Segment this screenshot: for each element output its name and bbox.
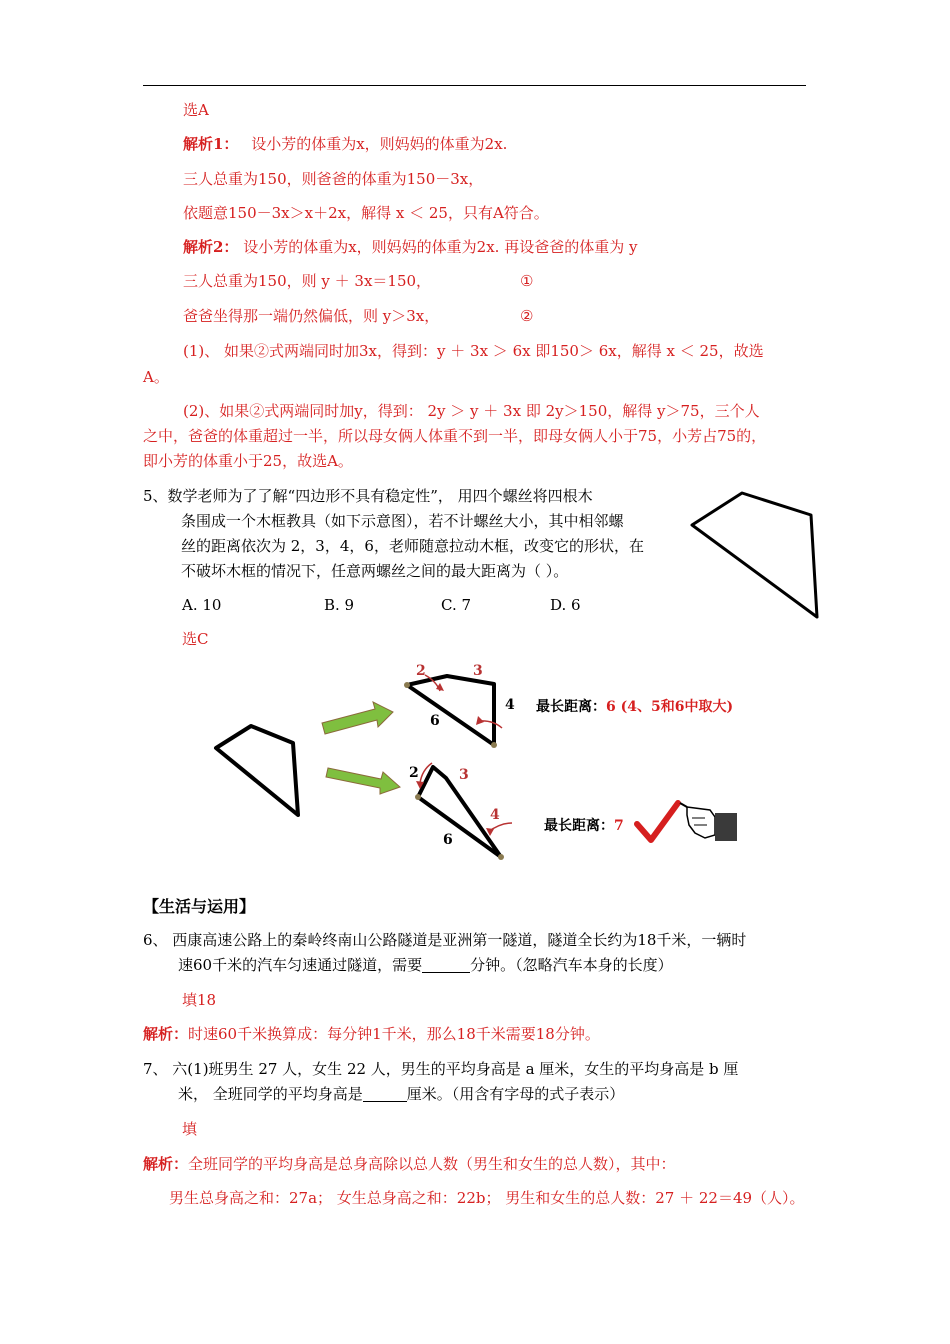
q5-line-4: 不破坏木框的情况下，任意两螺丝之间的最大距离为（ ）。 — [181, 562, 569, 580]
q5-option-a: A. 10 — [182, 596, 222, 614]
case-1-line-2: A。 — [143, 368, 169, 386]
caption-2-value: 7 — [614, 818, 624, 834]
analysis-1-label: 解析1： — [183, 135, 239, 153]
analysis-1 — [183, 134, 507, 154]
q7-line-2a: 米， 全班同学的平均身高是 — [178, 1085, 363, 1103]
q7-explanation-text: 全班同学的平均身高是总身高除以总人数（男生和女生的总人数），其中： — [188, 1155, 676, 1173]
fig-a-label-3: 3 — [473, 663, 483, 679]
quadrilateral-shape — [692, 493, 817, 617]
caption-1-value: 6 (4、5和6中取大) — [606, 699, 734, 715]
case-2-line-2: 之中，爸爸的体重超过一半，所以母女俩人体重不到一半，即母女俩人小于75，小芳占75的， — [143, 427, 767, 445]
analysis-2 — [183, 237, 637, 257]
answer-prev: 选A — [183, 101, 209, 119]
case-2-line-1: (2)、如果②式两端同时加y，得到： 2y ＞ y ＋ 3x 即 2y＞150，解得 y＞75，三个人 — [183, 402, 760, 420]
q5-option-c: C. 7 — [441, 596, 472, 614]
q6-explanation-label: 解析： — [143, 1025, 189, 1043]
q7-explanation-line-2: 男生总身高之和：27a； 女生总身高之和：22b； 男生和女生的总人数：27 ＋ 22＝49（人）。 — [169, 1189, 805, 1207]
q5-option-d: D. 6 — [550, 596, 581, 614]
fig-b-label-4: 4 — [490, 807, 500, 823]
q6-line-2a: 速60千米的汽车匀速通过隧道，需要 — [178, 956, 423, 974]
case-2-line-3: 即小芳的体重小于25，故选A。 — [143, 452, 353, 470]
fig-a-label-4: 4 — [505, 697, 515, 713]
transform-arrow-2 — [326, 768, 400, 794]
q6-explanation — [143, 1024, 600, 1044]
section-title: 【生活与运用】 — [143, 897, 256, 916]
q6-explanation-text: 时速60千米换算成：每分钟1千米，那么18千米需要18分钟。 — [188, 1025, 600, 1043]
screw-b1 — [415, 794, 421, 800]
equation-1-mark: ① — [520, 272, 534, 290]
transform-arrow-1 — [322, 702, 393, 734]
q7-line-1: 7、 六(1)班男生 27 人，女生 22 人，男生的平均身高是 a 厘米，女生的平均身高是 b 厘 — [143, 1060, 739, 1078]
analysis-2-label: 解析2： — [183, 238, 239, 256]
q5-line-1: 5、数学老师为了了解“四边形不具有稳定性”， 用四个螺丝将四根木 — [143, 487, 593, 505]
q7-line-2 — [178, 1084, 624, 1104]
fig-b-label-6: 6 — [443, 832, 453, 848]
q7-line-2b: 厘米。（用含有字母的式子表示） — [406, 1085, 625, 1103]
equation-2: 爸爸坐得那一端仍然偏低，则 y＞3x， — [183, 307, 440, 325]
line-inequality: 依题意150－3x＞x＋2x，解得 x ＜ 25，只有A符合。 — [183, 204, 549, 222]
q7-answer-blank — [363, 1087, 407, 1102]
q7-explanation-label: 解析： — [143, 1155, 189, 1173]
equation-2-mark: ② — [520, 307, 534, 325]
q5-line-2: 条围成一个木框教具（如下示意图），若不计螺丝大小，其中相邻螺 — [181, 512, 624, 530]
line-total-weight: 三人总重为150，则爸爸的体重为150－3x， — [183, 170, 484, 188]
original-frame-shape — [216, 726, 298, 815]
caption-1-label: 最长距离： — [536, 699, 606, 715]
screw-b2 — [498, 854, 504, 860]
frame-variant-a — [407, 676, 494, 745]
fig-a-label-2: 2 — [416, 663, 426, 679]
caption-1 — [536, 697, 733, 717]
screw-a2 — [491, 742, 497, 748]
caption-2-label: 最长距离： — [544, 818, 614, 834]
analysis-1-text: 设小芳的体重为x，则妈妈的体重为2x. — [251, 135, 508, 153]
analysis-2-text: 设小芳的体重为x，则妈妈的体重为2x. 再设爸爸的体重为 y — [243, 238, 638, 256]
q5-option-b: B. 9 — [324, 596, 355, 614]
fig-b-label-2: 2 — [409, 765, 419, 781]
q7-explanation — [143, 1154, 676, 1174]
q5-quadrilateral-figure — [680, 480, 840, 630]
header-rule — [143, 85, 806, 86]
equation-1: 三人总重为150，则 y ＋ 3x＝150， — [183, 272, 432, 290]
pointing-hand-icon — [680, 803, 737, 841]
q6-line-2 — [178, 955, 673, 975]
q5-answer: 选C — [182, 630, 209, 648]
fig-a-label-6: 6 — [430, 713, 440, 729]
q6-line-1: 6、 西康高速公路上的秦岭终南山公路隧道是亚洲第一隧道，隧道全长约为18千米，一辆时 — [143, 931, 747, 949]
q7-answer: 填 — [182, 1120, 198, 1138]
screw-a1 — [404, 682, 410, 688]
fig-b-label-3: 3 — [459, 767, 469, 783]
q6-answer-blank — [422, 958, 470, 973]
q6-line-2b: 分钟。（忽略汽车本身的长度） — [470, 956, 673, 974]
q5-explanation-diagram — [200, 655, 760, 870]
checkmark-icon — [637, 803, 678, 840]
case-1-line-1: (1)、 如果②式两端同时加3x，得到：y ＋ 3x ＞ 6x 即150＞ 6x，解得 x ＜ 25，故选 — [183, 342, 764, 360]
caption-2 — [544, 816, 624, 836]
q6-answer: 填18 — [182, 991, 217, 1009]
q5-line-3: 丝的距离依次为 2，3，4，6，老师随意拉动木框，改变它的形状，在 — [181, 537, 644, 555]
